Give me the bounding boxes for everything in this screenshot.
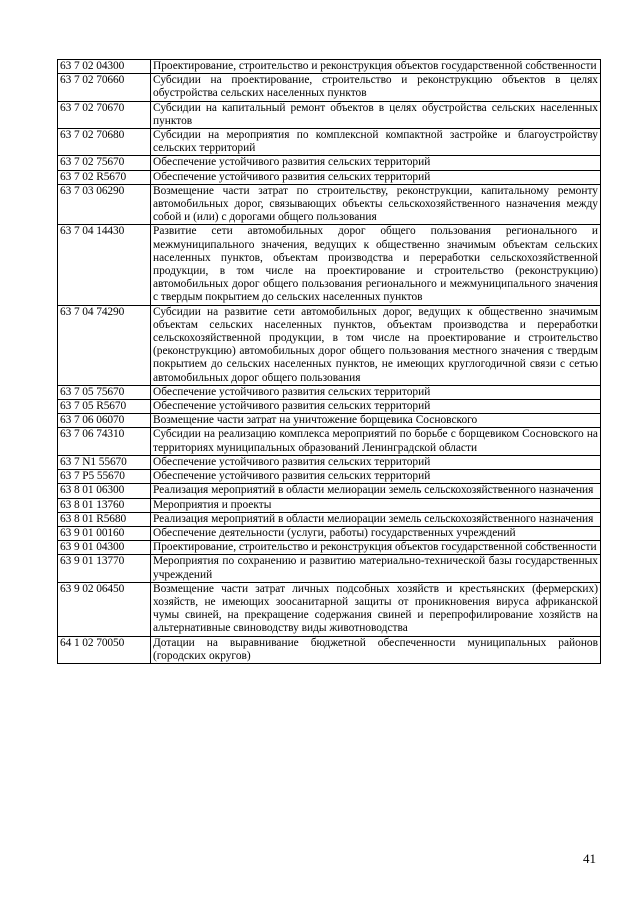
row-code: 63 7 P5 55670 <box>58 470 151 484</box>
row-code: 63 8 01 13760 <box>58 498 151 512</box>
row-description: Обеспечение устойчивого развития сельских территорий <box>151 385 601 399</box>
table-body <box>58 60 601 664</box>
row-code: 63 8 01 06300 <box>58 484 151 498</box>
row-code: 63 7 02 70670 <box>58 101 151 128</box>
row-description: Реализация мероприятий в области мелиорации земель сельскохозяйственного назначения <box>151 484 601 498</box>
row-code: 63 7 02 R5670 <box>58 170 151 184</box>
table-row <box>58 129 601 156</box>
table-row <box>58 498 601 512</box>
row-description: Субсидии на проектирование, строительство и реконструкцию объектов в целях обустройства сельских населенных пунктов <box>151 74 601 101</box>
table-row <box>58 484 601 498</box>
row-description: Обеспечение устойчивого развития сельских территорий <box>151 470 601 484</box>
row-code: 63 7 04 74290 <box>58 305 151 385</box>
table-row <box>58 184 601 225</box>
row-description: Проектирование, строительство и реконструкция объектов государственной собственности <box>151 541 601 555</box>
table-row <box>58 470 601 484</box>
row-description: Субсидии на развитие сети автомобильных дорог, ведущих к общественно значимым объектам сельских населенных пунктов, объектам производства и переработки сельскохозяйственной продукции, в том числе на проектирование и строительство (реконструкцию) автомобильных дорог общего пользования местного значения с твердым покрытием до сельских населенных пунктов, не имеющих круглогодичной связи с сетью автомобильных дорог общего пользования <box>151 305 601 385</box>
table-row <box>58 414 601 428</box>
table-row <box>58 156 601 170</box>
row-code: 63 9 01 00160 <box>58 526 151 540</box>
row-code: 63 7 03 06290 <box>58 184 151 225</box>
row-description: Развитие сети автомобильных дорог общего пользования регионального и межмуниципального значения, ведущих к общественно значимым объектам сельских населенных пунктов, объектам производства и переработки сельскохозяйственной продукции, в том числе на проектирование и строительство (реконструкцию) автомобильных дорог общего пользования регионального и межмуниципального значения с твердым покрытием до сельских населенных пунктов <box>151 225 601 305</box>
row-code: 63 7 06 74310 <box>58 428 151 455</box>
row-code: 63 7 02 70660 <box>58 74 151 101</box>
row-code: 63 7 02 75670 <box>58 156 151 170</box>
row-code: 64 1 02 70050 <box>58 636 151 663</box>
table-row <box>58 60 601 74</box>
table-row <box>58 385 601 399</box>
row-code: 63 7 05 75670 <box>58 385 151 399</box>
table-row <box>58 428 601 455</box>
table-row <box>58 541 601 555</box>
row-code: 63 8 01 R5680 <box>58 512 151 526</box>
row-code: 63 7 04 14430 <box>58 225 151 305</box>
row-code: 63 9 01 13770 <box>58 555 151 582</box>
table-row <box>58 225 601 305</box>
row-description: Возмещение части затрат на уничтожение борщевика Сосновского <box>151 414 601 428</box>
row-description: Обеспечение устойчивого развития сельских территорий <box>151 455 601 469</box>
budget-classification-table <box>57 59 601 664</box>
table-row <box>58 582 601 636</box>
row-description: Проектирование, строительство и реконструкция объектов государственной собственности <box>151 60 601 74</box>
row-code: 63 9 02 06450 <box>58 582 151 636</box>
row-description: Возмещение части затрат по строительству, реконструкции, капитальному ремонту автомобильных дорог, связывающих объекты сельскохозяйственного назначения между собой и (или) с дорогами общего пользования <box>151 184 601 225</box>
table-row <box>58 305 601 385</box>
row-description: Возмещение части затрат личных подсобных хозяйств и крестьянских (фермерских) хозяйств, не имеющих зоосанитарной защиты от проникновения вируса африканской чумы свиней, на прекращение содержания свиней и перепрофилирование хозяйств на альтернативные свиноводству виды животноводства <box>151 582 601 636</box>
table-row <box>58 101 601 128</box>
row-code: 63 7 N1 55670 <box>58 455 151 469</box>
row-code: 63 7 06 06070 <box>58 414 151 428</box>
table-row <box>58 526 601 540</box>
row-description: Субсидии на капитальный ремонт объектов в целях обустройства сельских населенных пунктов <box>151 101 601 128</box>
row-description: Субсидии на реализацию комплекса мероприятий по борьбе с борщевиком Сосновского на территориях муниципальных образований Ленинградской области <box>151 428 601 455</box>
row-description: Обеспечение устойчивого развития сельских территорий <box>151 400 601 414</box>
row-description: Субсидии на мероприятия по комплексной компактной застройке и благоустройству сельских территорий <box>151 129 601 156</box>
table-row <box>58 74 601 101</box>
row-description: Обеспечение устойчивого развития сельских территорий <box>151 156 601 170</box>
row-description: Обеспечение деятельности (услуги, работы) государственных учреждений <box>151 526 601 540</box>
row-description: Реализация мероприятий в области мелиорации земель сельскохозяйственного назначения <box>151 512 601 526</box>
row-code: 63 7 02 04300 <box>58 60 151 74</box>
table-row <box>58 400 601 414</box>
page-number: 41 <box>583 851 596 866</box>
row-description: Мероприятия и проекты <box>151 498 601 512</box>
table-row <box>58 455 601 469</box>
table-row <box>58 512 601 526</box>
row-code: 63 7 02 70680 <box>58 129 151 156</box>
row-code: 63 9 01 04300 <box>58 541 151 555</box>
row-description: Дотации на выравнивание бюджетной обеспеченности муниципальных районов (городских округов) <box>151 636 601 663</box>
row-code: 63 7 05 R5670 <box>58 400 151 414</box>
row-description: Мероприятия по сохранению и развитию материально-технической базы государственных учреждений <box>151 555 601 582</box>
table-row <box>58 170 601 184</box>
table-row <box>58 555 601 582</box>
table-row <box>58 636 601 663</box>
row-description: Обеспечение устойчивого развития сельских территорий <box>151 170 601 184</box>
